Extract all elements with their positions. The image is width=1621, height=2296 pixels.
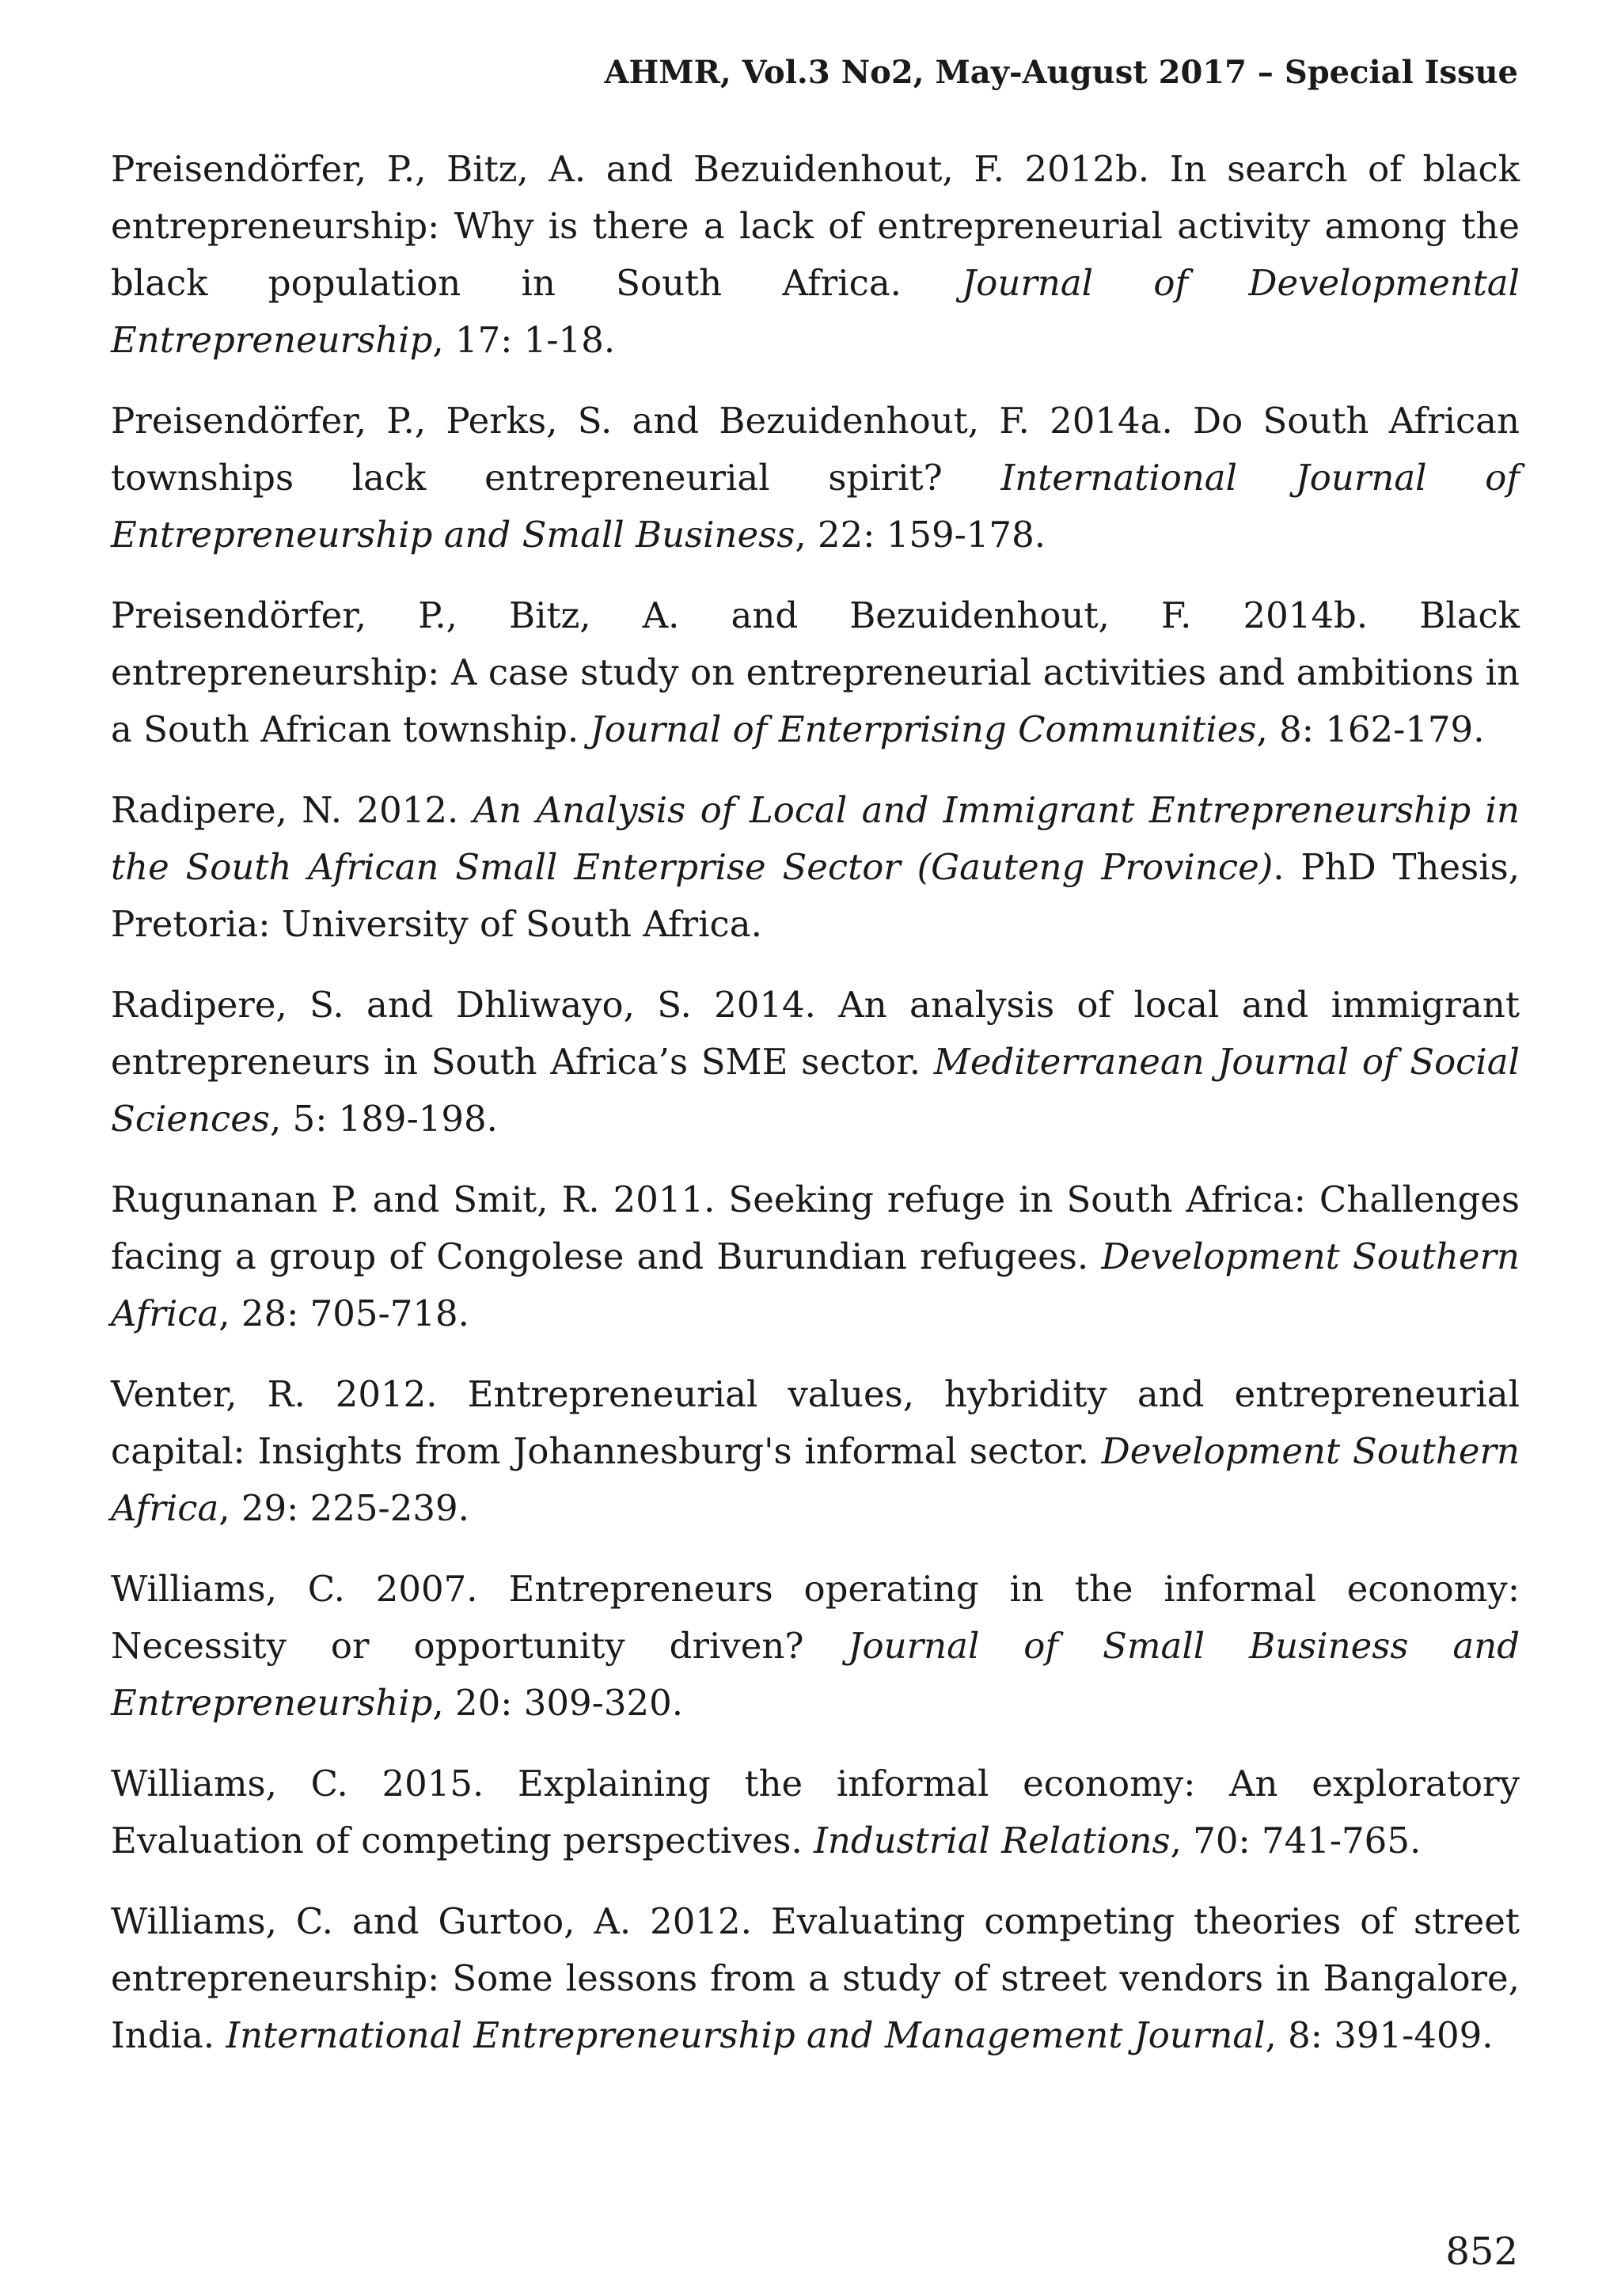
reference-entry <box>111 977 1520 1148</box>
reference-entry <box>111 393 1520 564</box>
reference-source-title: Journal of Enterprising Communities <box>590 708 1257 750</box>
reference-text: Radipere, N. 2012. <box>111 789 473 831</box>
reference-entry <box>111 1755 1520 1869</box>
reference-citation-details: , 8: 391-409. <box>1265 2014 1494 2056</box>
reference-entry <box>111 1366 1520 1537</box>
reference-text: Preisendörfer, P., Bitz, A. and Bezuidenhout, F. 2014b. Black entrepreneurship: A case study on entrepreneurial activities and ambitions in a South African township. <box>111 594 1520 750</box>
reference-text: Preisendörfer, P., Perks, S. and Bezuidenhout, F. 2014a. Do South African townships lack entrepreneurial spirit? <box>111 400 1520 499</box>
reference-citation-details: , 22: 159-178. <box>795 514 1046 556</box>
reference-source-title: Development Southern Africa <box>111 1430 1520 1529</box>
reference-source-title: Journal of Small Business and Entrepreneurship <box>111 1625 1520 1724</box>
reference-list <box>111 141 1520 2088</box>
reference-text: Preisendörfer, P., Bitz, A. and Bezuidenhout, F. 2012b. In search of black entrepreneurship: Why is there a lack of entrepreneurial activity among the black population in South Africa. <box>111 148 1520 304</box>
reference-citation-details: , 29: 225-239. <box>218 1487 469 1529</box>
reference-source-title: Development Southern Africa <box>111 1235 1520 1334</box>
reference-entry <box>111 1893 1520 2064</box>
reference-citation-details: , 17: 1-18. <box>432 319 616 361</box>
reference-text: Williams, C. and Gurtoo, A. 2012. Evaluating competing theories of street entrepreneurship: Some lessons from a study of street vendors in Bangalore, India. <box>111 1900 1520 2056</box>
page-number: 852 <box>1445 2230 1518 2274</box>
reference-citation-details: , 5: 189-198. <box>269 1098 498 1140</box>
reference-entry <box>111 1171 1520 1342</box>
reference-citation-details: , 20: 309-320. <box>432 1682 684 1724</box>
reference-text: Williams, C. 2015. Explaining the informal economy: An exploratory Evaluation of competing perspectives. <box>111 1763 1520 1861</box>
reference-text: Williams, C. 2007. Entrepreneurs operating in the informal economy: Necessity or opportunity driven? <box>111 1568 1520 1667</box>
reference-source-title: International Entrepreneurship and Management Journal <box>226 2014 1266 2056</box>
reference-citation-details: , 28: 705-718. <box>218 1292 469 1334</box>
reference-entry <box>111 782 1520 953</box>
reference-source-title: Mediterranean Journal of Social Sciences <box>111 1041 1520 1140</box>
reference-source-title: International Journal of Entrepreneurship and Small Business <box>111 457 1520 556</box>
reference-text: Rugunanan P. and Smit, R. 2011. Seeking refuge in South Africa: Challenges facing a group of Congolese and Burundian refugees. <box>111 1178 1520 1277</box>
reference-citation-details: . PhD Thesis, Pretoria: University of South Africa. <box>111 846 1520 945</box>
reference-text: Venter, R. 2012. Entrepreneurial values, hybridity and entrepreneurial capital: Insights from Johannesburg's informal sector. <box>111 1373 1520 1472</box>
reference-entry <box>111 1561 1520 1732</box>
reference-source-title: Journal of Developmental Entrepreneurship <box>111 262 1520 361</box>
reference-entry <box>111 587 1520 758</box>
reference-citation-details: , 70: 741-765. <box>1170 1820 1422 1861</box>
reference-source-title: Industrial Relations <box>814 1820 1171 1861</box>
reference-text: Radipere, S. and Dhliwayo, S. 2014. An analysis of local and immigrant entrepreneurs in South Africa’s SME sector. <box>111 984 1520 1083</box>
running-header: AHMR, Vol.3 No2, May-August 2017 – Special Issue <box>604 54 1518 91</box>
reference-citation-details: , 8: 162-179. <box>1256 708 1485 750</box>
reference-entry <box>111 141 1520 369</box>
reference-source-title: An Analysis of Local and Immigrant Entrepreneurship in the South African Small Enterprise Sector (Gauteng Province) <box>111 789 1520 888</box>
